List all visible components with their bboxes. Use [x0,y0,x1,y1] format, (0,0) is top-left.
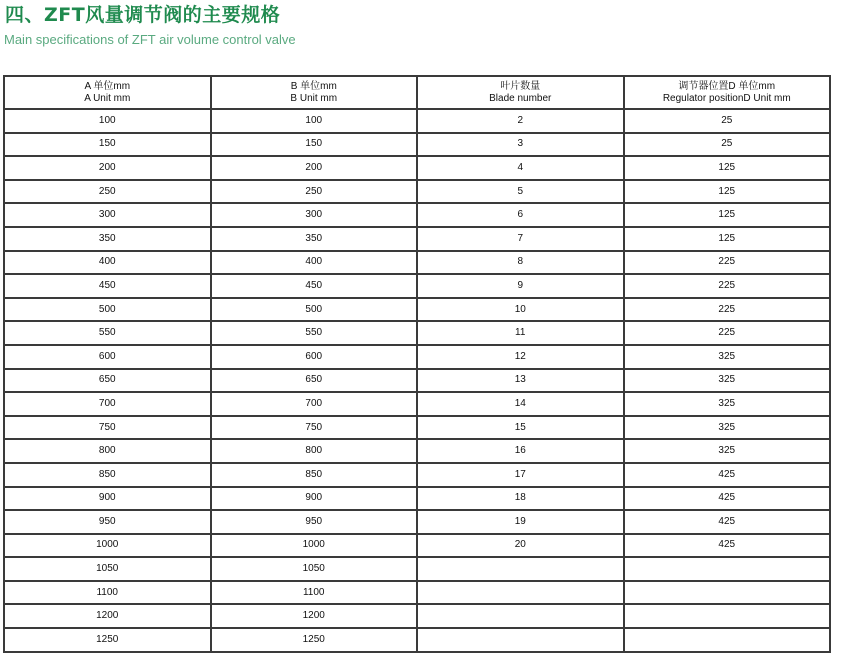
cell-regulator-position [624,628,831,652]
cell-a: 450 [4,274,211,298]
column-header-blade-cn: 叶片数量 [500,80,541,92]
cell-blade-number: 17 [417,463,624,487]
cell-b: 700 [211,392,418,416]
cell-b: 100 [211,109,418,133]
cell-blade-number: 15 [417,416,624,440]
cell-blade-number [417,628,624,652]
table-row [4,321,830,345]
cell-b: 300 [211,203,418,227]
cell-regulator-position [624,604,831,628]
cell-blade-number: 10 [417,298,624,322]
cell-blade-number: 6 [417,203,624,227]
cell-a: 100 [4,109,211,133]
cell-blade-number: 20 [417,534,624,558]
cell-regulator-position: 125 [624,156,831,180]
column-header-regulator-position [624,76,831,109]
cell-regulator-position: 125 [624,203,831,227]
cell-a: 1000 [4,534,211,558]
cell-blade-number: 19 [417,510,624,534]
cell-a: 150 [4,133,211,157]
column-header-regulator-en: Regulator positionD Unit mm [662,92,791,104]
cell-b: 950 [211,510,418,534]
cell-b: 350 [211,227,418,251]
cell-b: 1250 [211,628,418,652]
cell-regulator-position: 325 [624,439,831,463]
cell-a: 300 [4,203,211,227]
cell-blade-number: 12 [417,345,624,369]
cell-b: 750 [211,416,418,440]
cell-b: 650 [211,369,418,393]
column-header-a [4,76,211,109]
cell-a: 550 [4,321,211,345]
cell-regulator-position: 25 [624,109,831,133]
cell-blade-number: 18 [417,487,624,511]
cell-a: 650 [4,369,211,393]
table-body [4,109,830,652]
cell-regulator-position: 125 [624,180,831,204]
cell-blade-number: 13 [417,369,624,393]
cell-b: 1200 [211,604,418,628]
cell-blade-number: 3 [417,133,624,157]
cell-blade-number: 8 [417,251,624,275]
table-row [4,369,830,393]
cell-blade-number [417,604,624,628]
column-header-a-en: A Unit mm [84,92,131,104]
cell-blade-number: 4 [417,156,624,180]
cell-regulator-position: 325 [624,416,831,440]
cell-regulator-position: 225 [624,251,831,275]
cell-blade-number: 9 [417,274,624,298]
cell-regulator-position [624,581,831,605]
table-row [4,463,830,487]
column-header-b-cn: B 单位mm [290,80,337,92]
cell-regulator-position: 325 [624,345,831,369]
table-row [4,274,830,298]
cell-regulator-position: 425 [624,510,831,534]
cell-b: 250 [211,180,418,204]
cell-a: 950 [4,510,211,534]
table-header-row [4,76,830,109]
column-header-b-en: B Unit mm [290,92,338,104]
cell-a: 400 [4,251,211,275]
table-row [4,416,830,440]
cell-b: 550 [211,321,418,345]
cell-blade-number: 11 [417,321,624,345]
cell-regulator-position: 425 [624,463,831,487]
cell-blade-number: 5 [417,180,624,204]
cell-regulator-position [624,557,831,581]
cell-blade-number: 16 [417,439,624,463]
column-header-blade-en: Blade number [489,92,552,104]
table-row [4,133,830,157]
cell-blade-number: 14 [417,392,624,416]
cell-b: 900 [211,487,418,511]
cell-a: 1250 [4,628,211,652]
column-header-blade-number [417,76,624,109]
cell-a: 1100 [4,581,211,605]
cell-a: 1050 [4,557,211,581]
table-row [4,109,830,133]
cell-b: 800 [211,439,418,463]
cell-a: 900 [4,487,211,511]
cell-regulator-position: 325 [624,369,831,393]
table-row [4,628,830,652]
specifications-table [3,75,831,653]
cell-a: 750 [4,416,211,440]
page-subtitle: Main specifications of ZFT air volume control valve [4,32,296,47]
cell-a: 250 [4,180,211,204]
cell-regulator-position: 325 [624,392,831,416]
cell-b: 450 [211,274,418,298]
table-row [4,251,830,275]
cell-regulator-position: 225 [624,298,831,322]
cell-b: 400 [211,251,418,275]
cell-a: 850 [4,463,211,487]
cell-a: 500 [4,298,211,322]
page-title: 四、ZFT风量调节阀的主要规格 [5,4,281,26]
cell-b: 600 [211,345,418,369]
cell-a: 350 [4,227,211,251]
table-row [4,298,830,322]
table-row [4,439,830,463]
cell-blade-number [417,581,624,605]
cell-b: 150 [211,133,418,157]
cell-b: 500 [211,298,418,322]
cell-b: 1000 [211,534,418,558]
table-row [4,345,830,369]
cell-b: 200 [211,156,418,180]
cell-b: 1100 [211,581,418,605]
table-row [4,557,830,581]
cell-b: 1050 [211,557,418,581]
cell-a: 200 [4,156,211,180]
cell-regulator-position: 125 [624,227,831,251]
table-row [4,487,830,511]
table-row [4,581,830,605]
table-row [4,180,830,204]
table-row [4,604,830,628]
cell-regulator-position: 25 [624,133,831,157]
column-header-regulator-cn: 调节器位置D 单位mm [678,80,776,92]
cell-a: 600 [4,345,211,369]
table-row [4,203,830,227]
table-row [4,392,830,416]
cell-regulator-position: 425 [624,487,831,511]
cell-a: 700 [4,392,211,416]
table-row [4,534,830,558]
cell-blade-number: 7 [417,227,624,251]
table-row [4,156,830,180]
cell-a: 1200 [4,604,211,628]
table-row [4,227,830,251]
cell-a: 800 [4,439,211,463]
cell-b: 850 [211,463,418,487]
column-header-b [211,76,418,109]
cell-regulator-position: 225 [624,321,831,345]
cell-regulator-position: 425 [624,534,831,558]
cell-blade-number [417,557,624,581]
table-row [4,510,830,534]
cell-regulator-position: 225 [624,274,831,298]
cell-blade-number: 2 [417,109,624,133]
column-header-a-cn: A 单位mm [84,80,131,92]
